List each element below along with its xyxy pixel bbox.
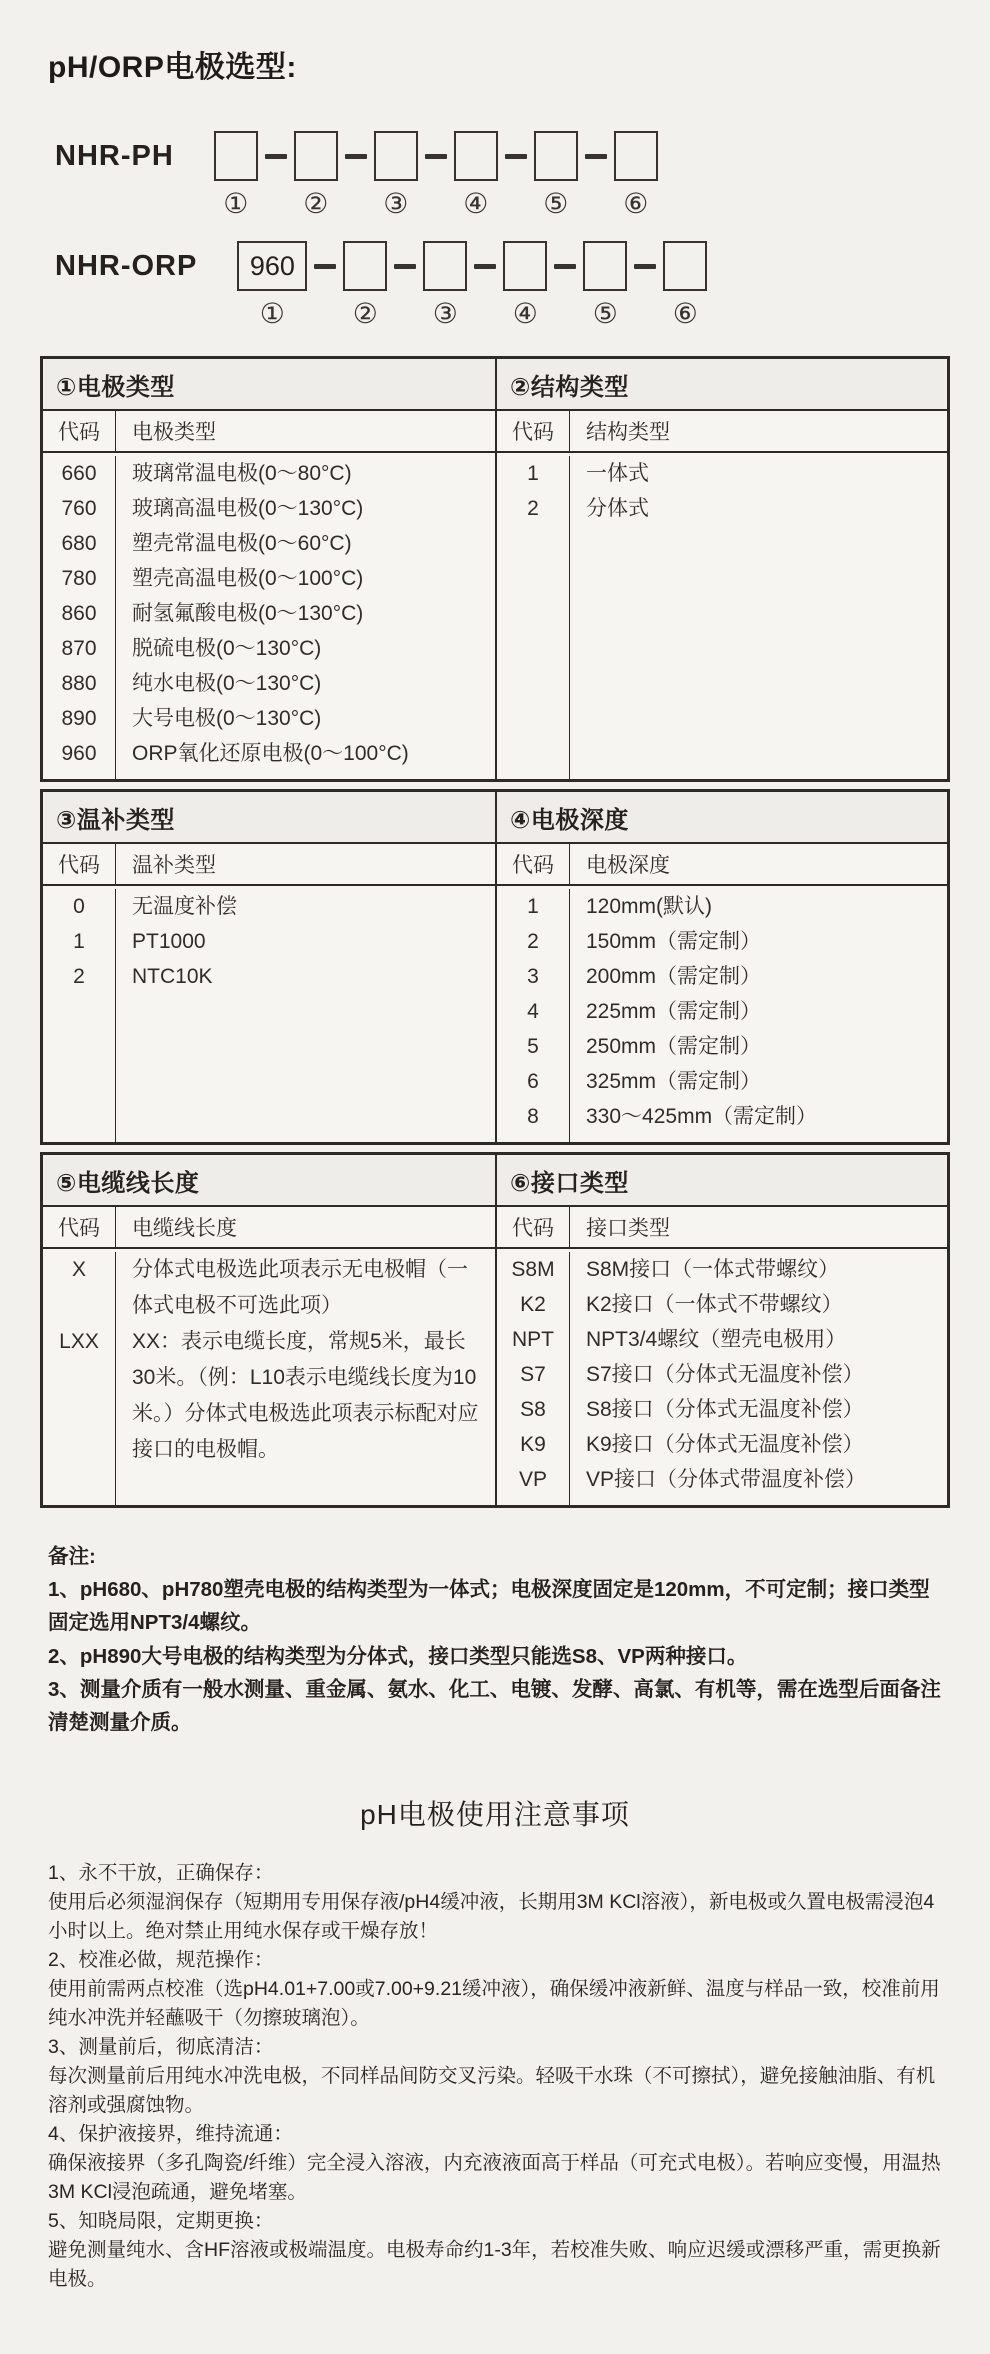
table-row <box>497 1427 947 1462</box>
type-column-header: 结构类型 <box>586 421 670 444</box>
label-cell: 分体式电极选此项表示无电极帽（一体式电极不可选此项） <box>132 1258 468 1317</box>
model-slots <box>178 130 658 226</box>
model-slot <box>258 130 338 226</box>
label-cell: 330～425mm（需定制） <box>586 1105 818 1128</box>
code-cell: 780 <box>43 561 116 596</box>
code-cell: S7 <box>497 1357 570 1392</box>
remark-line: 2、pH890大号电极的结构类型为分体式，接口类型只能选S8、VP两种接口。 <box>48 1644 748 1668</box>
code-cell: 6 <box>497 1064 570 1099</box>
table-row <box>497 959 947 994</box>
column-header-row <box>43 411 495 453</box>
code-cell: 5 <box>497 1029 570 1064</box>
subtable-temp-compensation <box>43 792 495 1142</box>
code-cell: S8M <box>497 1252 570 1287</box>
section-header: ⑤电缆线长度 <box>43 1155 495 1207</box>
label-cell: 325mm（需定制） <box>586 1070 762 1093</box>
table-row <box>497 889 947 924</box>
dash-separator <box>265 154 287 159</box>
section-header: ④电极深度 <box>497 792 947 844</box>
table-block-2 <box>40 789 950 1145</box>
remarks-section <box>48 1540 946 1739</box>
usage-note-item <box>48 2120 946 2207</box>
code-cell: X <box>43 1252 116 1324</box>
code-cell: 1 <box>497 889 570 924</box>
code-cell: 890 <box>43 701 116 736</box>
dash-separator <box>634 264 656 269</box>
model-slot <box>627 240 707 336</box>
label-cell: VP接口（分体式带温度补偿） <box>586 1468 867 1491</box>
code-cell: 660 <box>43 456 116 491</box>
remarks-heading: 备注: <box>48 1545 96 1568</box>
usage-notes-section <box>48 1859 946 2294</box>
position-marker: ① <box>223 187 249 220</box>
position-marker: ⑤ <box>543 187 569 220</box>
type-column-header: 电缆线长度 <box>132 1217 237 1240</box>
code-cell: 870 <box>43 631 116 666</box>
table-row <box>43 701 495 736</box>
label-cell: 一体式 <box>586 462 649 485</box>
label-cell: 玻璃高温电极(0～130°C) <box>132 497 364 520</box>
subtable-structure-type <box>495 359 947 779</box>
section-header: ③温补类型 <box>43 792 495 844</box>
label-cell: 玻璃常温电极(0～80°C) <box>132 462 352 485</box>
usage-note-title: 2、校准必做，规范操作： <box>48 1949 274 1972</box>
label-cell: 塑壳高温电极(0～100°C) <box>132 567 364 590</box>
remark-line: 3、测量介质有一般水测量、重金属、氨水、化工、电镀、发酵、高氯、有机等，需在选型后面备注清楚测量介质。 <box>48 1677 941 1735</box>
label-cell: K9接口（分体式无温度补偿） <box>586 1433 864 1456</box>
table-row <box>497 1322 947 1357</box>
code-cell: 960 <box>43 736 116 771</box>
position-marker: ① <box>259 297 285 330</box>
code-cell: 860 <box>43 596 116 631</box>
usage-note-title: 5、知晓局限，定期更换： <box>48 2210 274 2233</box>
subtable-interface-type <box>495 1155 947 1505</box>
table-row <box>43 631 495 666</box>
model-label: NHR-ORP <box>55 249 198 282</box>
code-cell: 2 <box>497 924 570 959</box>
code-column-header: 代码 <box>43 1207 116 1247</box>
code-cell: K2 <box>497 1287 570 1322</box>
usage-note-body: 每次测量前后用纯水冲洗电极，不同样品间防交叉污染。轻吸干水珠（不可擦拭），避免接触油脂、有机溶剂或强腐蚀物。 <box>48 2065 936 2117</box>
usage-note-item <box>48 1946 946 2033</box>
code-cell: NPT <box>497 1322 570 1357</box>
dash-separator <box>345 154 367 159</box>
code-cell: 1 <box>497 456 570 491</box>
column-header-row <box>497 844 947 886</box>
position-marker: ② <box>303 187 329 220</box>
label-cell: NPT3/4螺纹（塑壳电极用） <box>586 1328 847 1351</box>
table-row <box>43 924 495 959</box>
table-row <box>497 1064 947 1099</box>
table-row <box>497 1099 947 1134</box>
usage-notes-heading: pH电极使用注意事项 <box>360 1799 630 1831</box>
table-filler <box>43 994 495 1142</box>
table-body <box>43 1249 495 1505</box>
label-cell: 250mm（需定制） <box>586 1035 762 1058</box>
code-cell: 8 <box>497 1099 570 1134</box>
label-cell: S7接口（分体式无温度补偿） <box>586 1363 864 1386</box>
subtable-electrode-depth <box>495 792 947 1142</box>
table-filler <box>43 1468 495 1505</box>
label-cell: 120mm(默认) <box>586 895 713 918</box>
dash-separator <box>314 264 336 269</box>
type-column-header: 电极类型 <box>132 421 216 444</box>
section-header: ①电极类型 <box>43 359 495 411</box>
label-cell: ORP氧化还原电极(0～100°C) <box>132 742 409 765</box>
spec-box <box>374 131 418 181</box>
spec-box <box>614 131 658 181</box>
usage-note-item <box>48 2207 946 2294</box>
model-slot <box>578 130 658 226</box>
section-header: ⑥接口类型 <box>497 1155 947 1207</box>
table-row <box>497 1252 947 1287</box>
spec-box <box>503 241 547 291</box>
table-filler <box>43 771 495 779</box>
label-cell: S8M接口（一体式带螺纹） <box>586 1258 840 1281</box>
dash-separator <box>474 264 496 269</box>
model-slot <box>178 130 258 226</box>
type-column-header: 温补类型 <box>132 854 216 877</box>
model-slot <box>307 240 387 336</box>
code-cell: LXX <box>43 1324 116 1468</box>
table-block-3 <box>40 1152 950 1508</box>
label-cell: 塑壳常温电极(0～60°C) <box>132 532 352 555</box>
table-row <box>497 1462 947 1497</box>
code-column-header: 代码 <box>43 411 116 451</box>
label-cell: 225mm（需定制） <box>586 1000 762 1023</box>
column-header-row <box>497 411 947 453</box>
code-cell: 680 <box>43 526 116 561</box>
dash-separator <box>394 264 416 269</box>
spec-box <box>583 241 627 291</box>
type-column-header: 电极深度 <box>586 854 670 877</box>
code-cell: 0 <box>43 889 116 924</box>
table-body <box>497 886 947 1142</box>
table-row <box>497 456 947 491</box>
usage-note-title: 1、永不干放，正确保存： <box>48 1862 274 1885</box>
usage-note-body: 确保液接界（多孔陶瓷/纤维）完全浸入溶液，内充液液面高于样品（可充式电极）。若响应变慢，用温热3M KCl浸泡疏通，避免堵塞。 <box>48 2152 941 2204</box>
column-header-row <box>497 1207 947 1249</box>
model-code-diagrams <box>55 130 990 336</box>
model-label: NHR-PH <box>55 139 174 172</box>
spec-box <box>294 131 338 181</box>
spec-box <box>423 241 467 291</box>
dash-separator <box>585 154 607 159</box>
label-cell: 分体式 <box>586 497 649 520</box>
code-cell: 2 <box>43 959 116 994</box>
label-cell: 脱硫电极(0～130°C) <box>132 637 322 660</box>
spec-box <box>534 131 578 181</box>
code-cell: 1 <box>43 924 116 959</box>
code-cell: 3 <box>497 959 570 994</box>
type-column-header: 接口类型 <box>586 1217 670 1240</box>
usage-note-title: 3、测量前后，彻底清洁： <box>48 2036 274 2059</box>
spec-box: 960 <box>237 241 307 291</box>
label-cell: XX：表示电缆长度，常规5米，最长30米。（例：L10表示电缆线长度为10米。）分体式电极选此项表示标配对应接口的电极帽。 <box>132 1330 479 1461</box>
table-row <box>497 924 947 959</box>
table-row <box>43 456 495 491</box>
position-marker: ② <box>352 297 378 330</box>
position-marker: ⑤ <box>592 297 618 330</box>
table-row <box>43 596 495 631</box>
position-marker: ⑥ <box>623 187 649 220</box>
model-slot <box>387 240 467 336</box>
table-row <box>43 491 495 526</box>
code-column-header: 代码 <box>497 1207 570 1247</box>
model-row-nhr-ph <box>55 130 990 226</box>
table-body <box>497 1249 947 1505</box>
label-cell: K2接口（一体式不带螺纹） <box>586 1293 843 1316</box>
table-row <box>43 1252 495 1324</box>
table-filler <box>497 1134 947 1142</box>
dash-separator <box>425 154 447 159</box>
page-title: pH/ORP电极选型: <box>48 51 297 84</box>
dash-separator <box>505 154 527 159</box>
usage-note-item <box>48 1859 946 1946</box>
code-cell: 880 <box>43 666 116 701</box>
usage-note-body: 避免测量纯水、含HF溶液或极端温度。电极寿命约1-3年，若校准失败、响应迟缓或漂移严重，需更换新电极。 <box>48 2239 941 2291</box>
label-cell: 150mm（需定制） <box>586 930 762 953</box>
label-cell: NTC10K <box>132 965 213 988</box>
table-body <box>497 453 947 779</box>
table-row <box>43 526 495 561</box>
usage-note-title: 4、保护液接界，维持流通： <box>48 2123 293 2146</box>
model-slots <box>201 240 707 336</box>
code-cell: 760 <box>43 491 116 526</box>
model-slot <box>498 130 578 226</box>
table-row <box>43 959 495 994</box>
table-body <box>43 886 495 1142</box>
model-slot <box>467 240 547 336</box>
table-row <box>43 1324 495 1468</box>
position-marker: ⑥ <box>672 297 698 330</box>
table-block-1 <box>40 356 950 782</box>
table-row <box>497 1392 947 1427</box>
usage-note-body: 使用后必须湿润保存（短期用专用保存液/pH4缓冲液，长期用3M KCl溶液），新电极或久置电极需浸泡4小时以上。绝对禁止用纯水保存或干燥存放！ <box>48 1891 935 1943</box>
code-cell: K9 <box>497 1427 570 1462</box>
table-row <box>497 994 947 1029</box>
code-column-header: 代码 <box>43 844 116 884</box>
dash-separator <box>554 264 576 269</box>
model-row-nhr-orp <box>55 240 990 336</box>
usage-note-body: 使用前需两点校准（选pH4.01+7.00或7.00+9.21缓冲液），确保缓冲液新鲜、温度与样品一致，校准前用纯水冲洗并轻蘸吸干（勿擦玻璃泡）。 <box>48 1978 940 2030</box>
label-cell: S8接口（分体式无温度补偿） <box>586 1398 864 1421</box>
model-slot <box>338 130 418 226</box>
column-header-row <box>43 1207 495 1249</box>
table-row <box>43 666 495 701</box>
spec-box <box>214 131 258 181</box>
spec-box <box>343 241 387 291</box>
code-column-header: 代码 <box>497 844 570 884</box>
code-column-header: 代码 <box>497 411 570 451</box>
table-row <box>497 1287 947 1322</box>
position-marker: ④ <box>512 297 538 330</box>
spec-box <box>663 241 707 291</box>
position-marker: ④ <box>463 187 489 220</box>
section-header: ②结构类型 <box>497 359 947 411</box>
table-row <box>43 736 495 771</box>
table-row <box>497 1357 947 1392</box>
label-cell: 无温度补偿 <box>132 895 237 918</box>
model-slot <box>418 130 498 226</box>
label-cell: PT1000 <box>132 930 206 953</box>
model-slot <box>547 240 627 336</box>
label-cell: 大号电极(0～130°C) <box>132 707 322 730</box>
label-cell: 200mm（需定制） <box>586 965 762 988</box>
table-filler <box>497 1497 947 1505</box>
position-marker: ③ <box>383 187 409 220</box>
subtable-cable-length <box>43 1155 495 1505</box>
table-row <box>497 491 947 526</box>
remark-line: 1、pH680、pH780塑壳电极的结构类型为一体式；电极深度固定是120mm，不可定制；接口类型固定选用NPT3/4螺纹。 <box>48 1578 930 1635</box>
code-cell: 2 <box>497 491 570 526</box>
code-cell: VP <box>497 1462 570 1497</box>
table-filler <box>497 526 947 779</box>
position-marker: ③ <box>432 297 458 330</box>
model-slot <box>201 240 307 336</box>
table-row <box>43 561 495 596</box>
selection-tables <box>40 356 950 1508</box>
usage-note-item <box>48 2033 946 2120</box>
spec-box <box>454 131 498 181</box>
subtable-electrode-type <box>43 359 495 779</box>
table-row <box>43 889 495 924</box>
table-row <box>497 1029 947 1064</box>
column-header-row <box>43 844 495 886</box>
code-cell: 4 <box>497 994 570 1029</box>
table-body <box>43 453 495 779</box>
code-cell: S8 <box>497 1392 570 1427</box>
label-cell: 纯水电极(0～130°C) <box>132 672 322 695</box>
label-cell: 耐氢氟酸电极(0～130°C) <box>132 602 364 625</box>
